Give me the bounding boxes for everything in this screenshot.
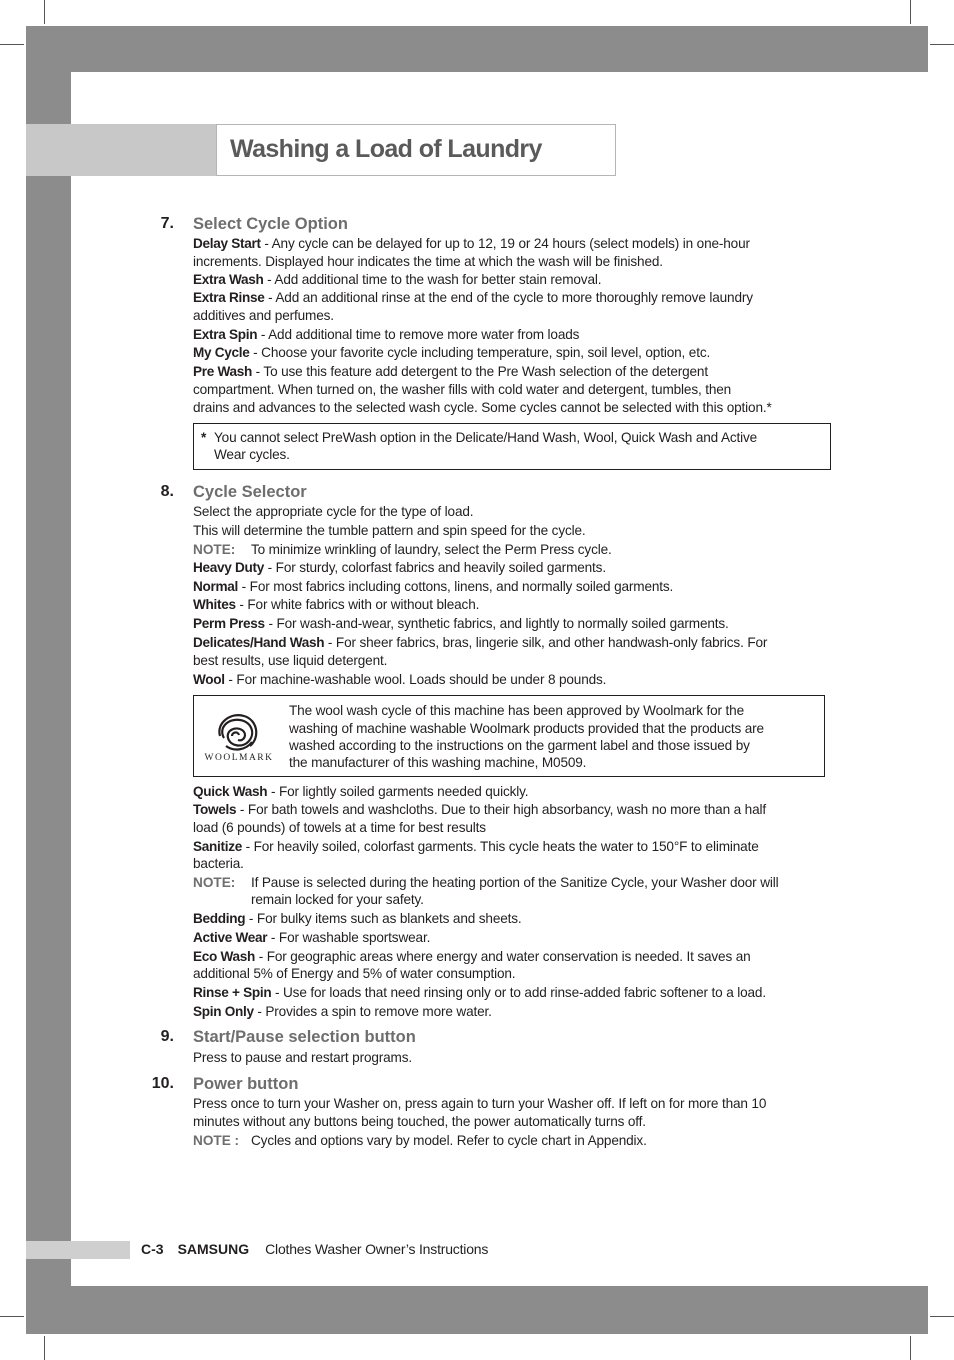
- woolmark-logo: [202, 706, 276, 766]
- cycle-eco-wash-cont: additional 5% of Energy and 5% of water consumption.: [193, 966, 516, 981]
- footnote-text: You cannot select PreWash option in the Delicate/Hand Wash, Wool, Quick Wash and Active: [214, 430, 758, 445]
- crop-mark: [0, 44, 24, 45]
- cycle-bedding: Bedding - For bulky items such as blankets and sheets.: [193, 911, 522, 926]
- option-extra-wash: Extra Wash - Add additional time to the wash for better stain removal.: [193, 272, 602, 287]
- crop-mark: [910, 1336, 911, 1360]
- start-pause-desc: Press to pause and restart programs.: [193, 1050, 413, 1065]
- option-delay-start-cont: increments. Displayed hour indicates the time at which the wash will be finished.: [193, 254, 663, 269]
- section-title: Start/Pause selection button: [193, 1028, 416, 1046]
- section-title: Power button: [193, 1075, 299, 1093]
- power-desc: Press once to turn your Washer on, press again to turn your Washer off. If left on for more than 10: [193, 1096, 767, 1111]
- crop-mark: [44, 0, 45, 24]
- woolmark-box: [193, 695, 825, 777]
- option-pre-wash-cont: compartment. When turned on, the washer fills with cold water and detergent, tumbles, then: [193, 382, 732, 397]
- note: NOTE : Cycles and options vary by model. Refer to cycle chart in Appendix.: [193, 1133, 647, 1148]
- section-number: 8.: [160, 483, 174, 500]
- note-cont: remain locked for your safety.: [251, 892, 424, 907]
- prewash-footnote-box: [193, 423, 831, 470]
- document-title: Clothes Washer Owner’s Instructions: [265, 1241, 489, 1257]
- footnote-text: Wear cycles.: [214, 447, 290, 462]
- woolmark-text: washing of machine washable Woolmark products provided that the products are: [289, 721, 764, 736]
- cycle-towels: Towels - For bath towels and washcloths. Due to their high absorbancy, wash no more than a half: [193, 802, 766, 817]
- title-band: [26, 124, 216, 176]
- crop-mark: [44, 1336, 45, 1360]
- page-number: C-3: [141, 1241, 164, 1257]
- cycle-rinse-spin: Rinse + Spin - Use for loads that need rinsing only or to add rinse-added fabric softener to a load.: [193, 985, 766, 1000]
- cycle-towels-cont: load (6 pounds) of towels at a time for best results: [193, 820, 486, 835]
- cycle-heavy-duty: Heavy Duty - For sturdy, colorfast fabrics and heavily soiled garments.: [193, 560, 606, 575]
- section-number: 7.: [160, 215, 174, 232]
- page-title: Washing a Load of Laundry: [230, 135, 542, 163]
- cycle-intro: This will determine the tumble pattern and spin speed for the cycle.: [193, 523, 586, 538]
- note: NOTE: To minimize wrinkling of laundry, select the Perm Press cycle.: [193, 542, 612, 557]
- cycle-delicates: Delicates/Hand Wash - For sheer fabrics, bras, lingerie silk, and other handwash-only fabrics. For: [193, 635, 768, 650]
- cycle-spin-only: Spin Only - Provides a spin to remove more water.: [193, 1004, 492, 1019]
- section-title: Cycle Selector: [193, 483, 307, 501]
- cycle-sanitize: Sanitize - For heavily soiled, colorfast garments. This cycle heats the water to 150°F to eliminate: [193, 839, 759, 854]
- crop-mark: [930, 44, 954, 45]
- option-pre-wash-cont: drains and advances to the selected wash cycle. Some cycles cannot be selected with this option.*: [193, 400, 772, 415]
- cycle-active-wear: Active Wear - For washable sportswear.: [193, 930, 431, 945]
- option-delay-start: Delay Start - Any cycle can be delayed for up to 12, 19 or 24 hours (select models) in one-hour: [193, 236, 750, 251]
- footer-band: [26, 1241, 130, 1259]
- crop-mark: [910, 0, 911, 24]
- woolmark-text: The wool wash cycle of this machine has been approved by Woolmark for the: [289, 703, 745, 718]
- option-extra-rinse: Extra Rinse - Add an additional rinse at the end of the cycle to more thoroughly remove laundry: [193, 290, 753, 305]
- cycle-sanitize-cont: bacteria.: [193, 856, 244, 871]
- cycle-normal: Normal - For most fabrics including cottons, linens, and normally soiled garments.: [193, 579, 674, 594]
- cycle-perm-press: Perm Press - For wash-and-wear, synthetic fabrics, and lightly to normally soiled garments.: [193, 616, 729, 631]
- woolmark-logo-text: WOOLMARK: [204, 753, 274, 763]
- woolmark-text: washed according to the instructions on the garment label and those issued by: [289, 738, 750, 753]
- crop-mark: [0, 1316, 24, 1317]
- cycle-whites: Whites - For white fabrics with or without bleach.: [193, 597, 480, 612]
- section-title: Select Cycle Option: [193, 215, 348, 233]
- footnote-mark: *: [201, 430, 207, 445]
- cycle-wool: Wool - For machine-washable wool. Loads should be under 8 pounds.: [193, 672, 607, 687]
- power-desc: minutes without any buttons being touched, the power automatically turns off.: [193, 1114, 646, 1129]
- section-number: 10.: [151, 1075, 174, 1092]
- cycle-eco-wash: Eco Wash - For geographic areas where energy and water conservation is needed. It saves an: [193, 949, 751, 964]
- woolmark-text: the manufacturer of this washing machine, M0509.: [289, 755, 587, 770]
- cycle-quick-wash: Quick Wash - For lightly soiled garments needed quickly.: [193, 784, 529, 799]
- note: NOTE: If Pause is selected during the heating portion of the Sanitize Cycle, your Washer door will: [193, 875, 779, 890]
- option-my-cycle: My Cycle - Choose your favorite cycle including temperature, spin, soil level, option, etc.: [193, 345, 711, 360]
- title-box: [216, 124, 616, 176]
- option-extra-spin: Extra Spin - Add additional time to remove more water from loads: [193, 327, 580, 342]
- brand-name: SAMSUNG: [177, 1241, 250, 1257]
- crop-mark: [930, 1316, 954, 1317]
- option-extra-rinse-cont: additives and perfumes.: [193, 308, 334, 323]
- option-pre-wash: Pre Wash - To use this feature add detergent to the Pre Wash selection of the detergent: [193, 364, 708, 379]
- cycle-intro: Select the appropriate cycle for the type of load.: [193, 504, 474, 519]
- section-number: 9.: [160, 1028, 174, 1045]
- footer: [141, 1241, 488, 1257]
- cycle-delicates-cont: best results, use liquid detergent.: [193, 653, 388, 668]
